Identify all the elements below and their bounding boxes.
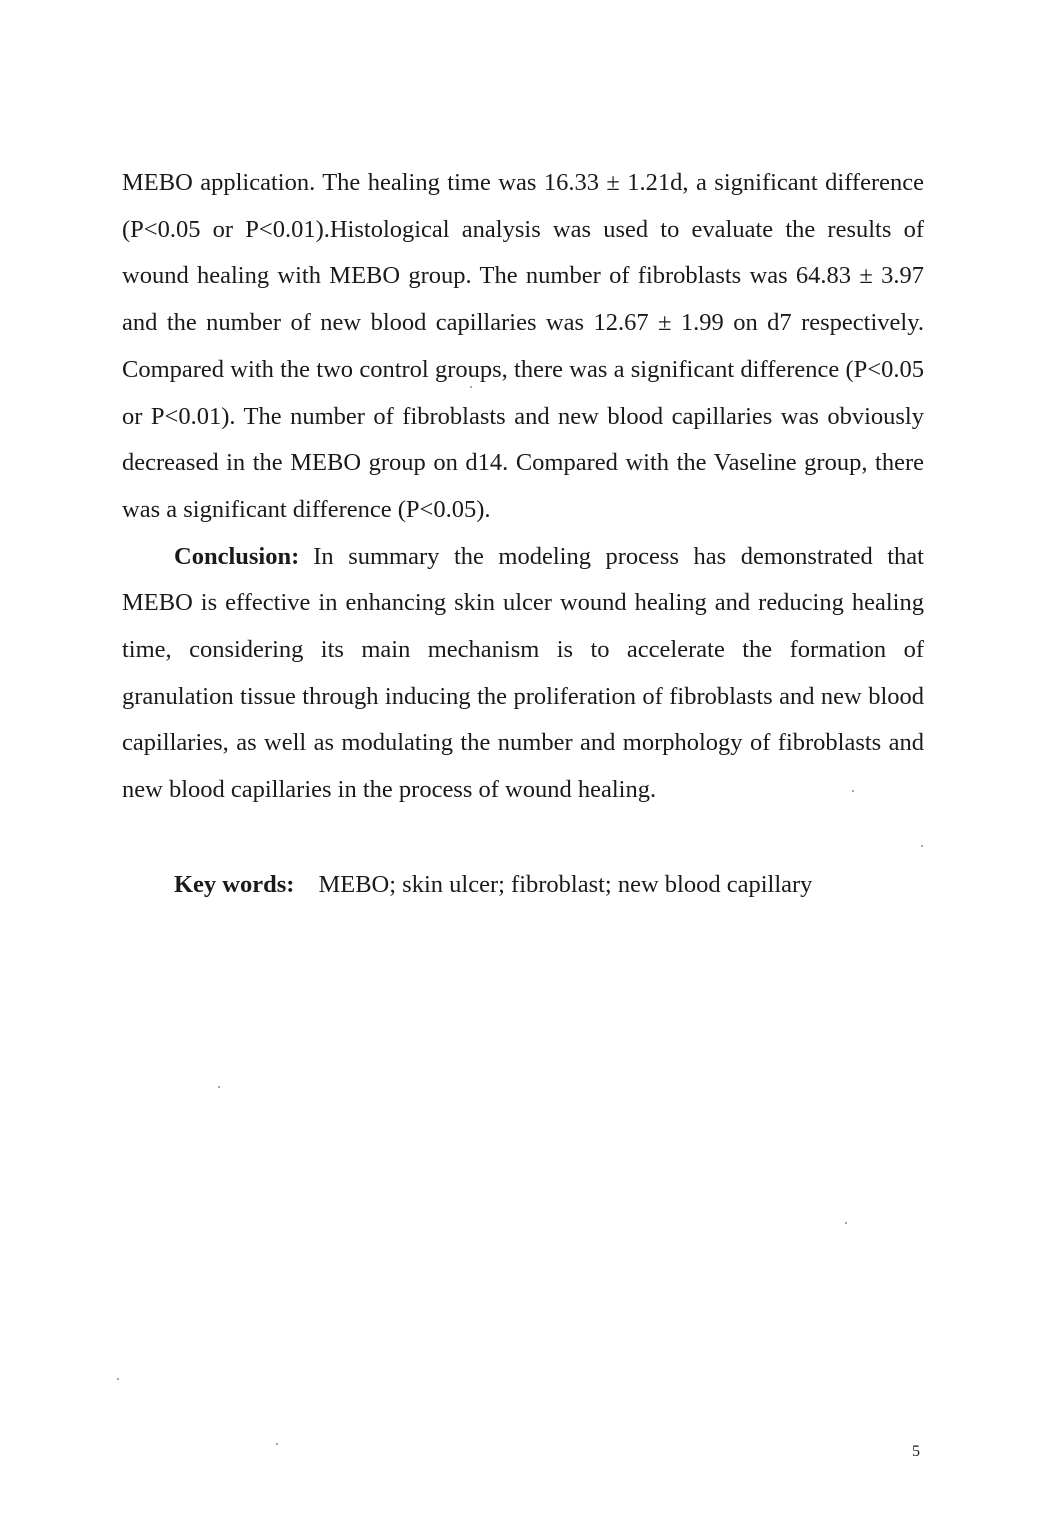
scan-speck xyxy=(921,845,923,847)
scan-speck xyxy=(276,1443,278,1445)
scan-speck xyxy=(845,1222,847,1224)
results-paragraph: MEBO application. The healing time was 16.33 ± 1.21d, a significant difference (P<0.05 or P<0.01).Histological analysis was used to evaluate the results of wound healing with MEBO group. The number of fibroblasts was 64.83 ± 3.97 and the number of new blood capillaries was 12.67 ± 1.99 on d7 respectively. Compared with the two control groups, there was a significant difference (P<0.05 or P<0.01). The number of fibroblasts and new blood capillaries was obviously decreased in the MEBO group on d14. Compared with the Vaseline group, there was a significant difference (P<0.05). xyxy=(122,169,924,523)
scan-speck xyxy=(117,1378,119,1380)
conclusion-text: In summary the modeling process has demonstrated that MEBO is effective in enhancing skin ulcer wound healing and reducing healing time, considering its main mechanism is to accelerate the formation of granulation tissue through inducing the proliferation of fibroblasts and new blood capillaries, as well as modulating the number and morphology of fibroblasts and new blood capillaries in the process of wound healing. xyxy=(122,542,924,804)
scan-speck xyxy=(852,790,854,792)
abstract-body xyxy=(122,160,924,814)
scan-speck xyxy=(470,386,472,388)
keywords-line xyxy=(174,862,812,909)
keywords-text: MEBO; skin ulcer; fibroblast; new blood capillary xyxy=(318,871,813,898)
page-number: 5 xyxy=(912,1443,920,1460)
conclusion-label: Conclusion: xyxy=(174,542,300,570)
conclusion-paragraph xyxy=(122,534,924,814)
scan-speck xyxy=(218,1086,220,1088)
keywords-label: Key words: xyxy=(174,871,295,898)
